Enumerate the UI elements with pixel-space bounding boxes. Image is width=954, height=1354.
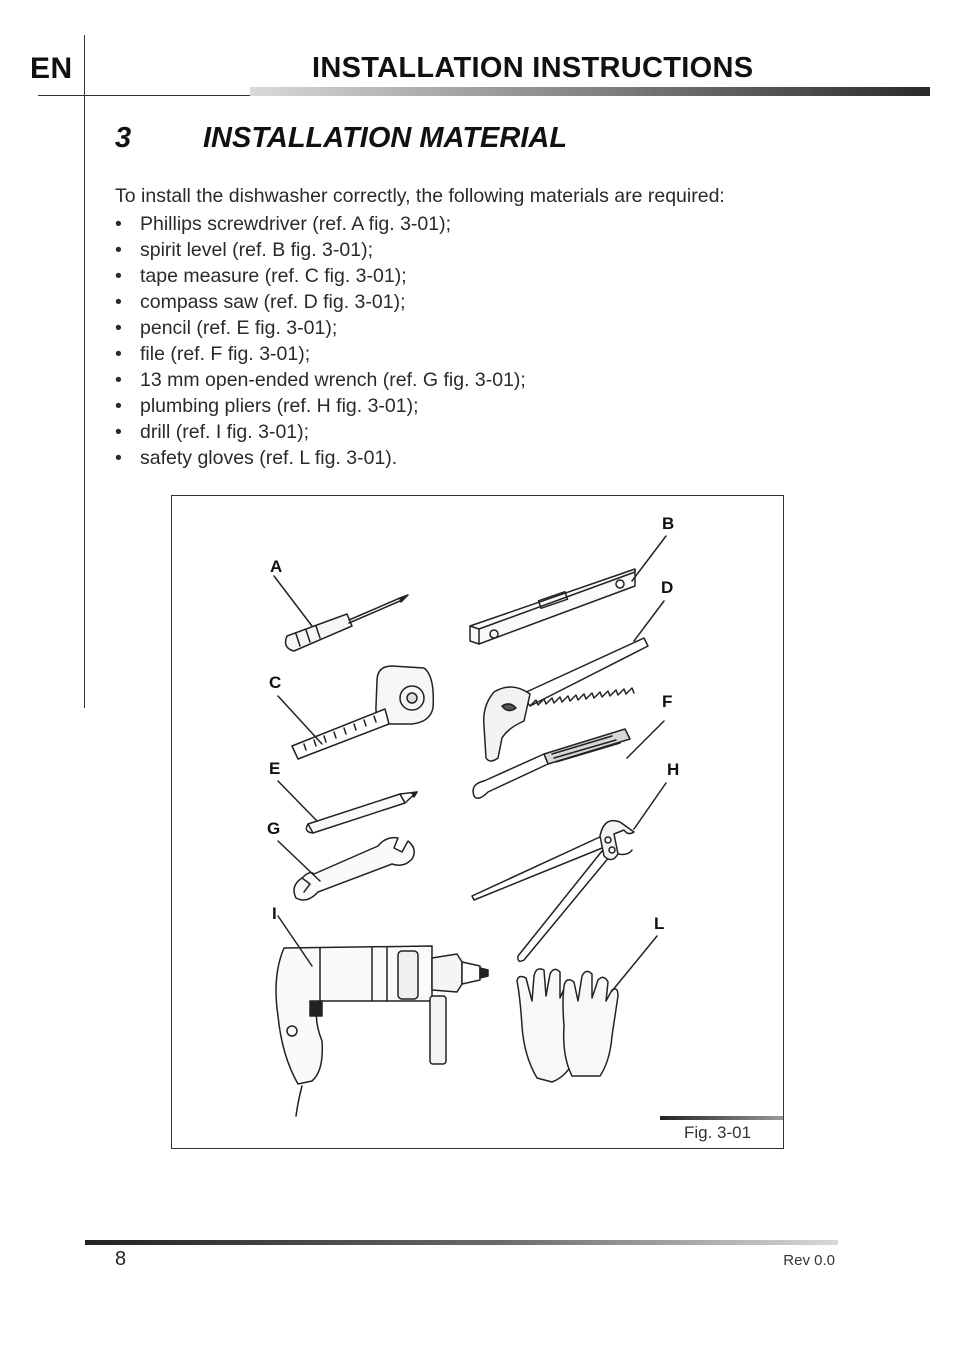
list-item-text: Phillips screwdriver (ref. A fig. 3-01); [140,213,452,235]
header-gradient-bar [250,87,930,96]
list-item-text: tape measure (ref. C fig. 3-01); [140,265,407,287]
wrench-drawing [294,838,414,900]
pencil-drawing [306,792,417,833]
header-rule [38,95,250,96]
label-i: I [272,904,277,923]
list-item-text: safety gloves (ref. L fig. 3-01). [140,447,398,469]
tools-figure [171,495,784,1149]
label-g: G [267,819,281,838]
list-item-text: spirit level (ref. B fig. 3-01); [140,239,373,261]
label-a: A [270,557,283,576]
caption-bar [660,1116,783,1120]
label-b: B [662,514,675,533]
revision-label: Rev 0.0 [783,1252,835,1269]
tape-measure-drawing [292,666,433,759]
section-number: 3 [115,122,132,154]
tools-illustration [172,496,783,1148]
list-item: • 13 mm open-ended wrench (ref. G fig. 3-01); [115,369,526,391]
list-item-text: 13 mm open-ended wrench (ref. G fig. 3-01); [140,369,526,391]
list-item: • file (ref. F fig. 3-01); [115,343,311,365]
list-item: • Phillips screwdriver (ref. A fig. 3-01); [115,213,452,235]
label-l: L [654,914,665,933]
materials-list [115,211,526,471]
label-d: D [661,578,674,597]
safety-gloves-drawing [517,969,618,1082]
label-e: E [269,759,281,778]
list-item: • tape measure (ref. C fig. 3-01); [115,265,407,287]
drill-drawing [276,946,488,1116]
page-number: 8 [115,1248,127,1270]
margin-rule [84,35,85,708]
list-item: • compass saw (ref. D fig. 3-01); [115,291,406,313]
label-h: H [667,760,680,779]
list-item: • spirit level (ref. B fig. 3-01); [115,239,373,261]
section-heading [115,122,567,155]
list-item-text: file (ref. F fig. 3-01); [140,343,311,365]
footer-gradient-bar [85,1240,838,1245]
list-item: • safety gloves (ref. L fig. 3-01). [115,447,398,469]
list-item: • plumbing pliers (ref. H fig. 3-01); [115,395,419,417]
section-title: INSTALLATION MATERIAL [203,122,568,154]
spirit-level-drawing [470,569,635,644]
list-item-text: plumbing pliers (ref. H fig. 3-01); [140,395,419,417]
page-header-title: INSTALLATION INSTRUCTIONS [312,52,754,84]
compass-saw-drawing [484,638,648,761]
label-f: F [662,692,673,711]
language-code: EN [30,52,73,85]
figure-caption: Fig. 3-01 [684,1123,752,1142]
list-item-text: compass saw (ref. D fig. 3-01); [140,291,406,313]
list-item-text: pencil (ref. E fig. 3-01); [140,317,338,339]
intro-text: To install the dishwasher correctly, the following materials are required: [115,185,725,207]
list-item: • pencil (ref. E fig. 3-01); [115,317,338,339]
label-c: C [269,673,282,692]
screwdriver-drawing [286,595,408,651]
list-item: • drill (ref. I fig. 3-01); [115,421,310,443]
plumbing-pliers-drawing [472,821,634,962]
list-item-text: drill (ref. I fig. 3-01); [140,421,310,443]
